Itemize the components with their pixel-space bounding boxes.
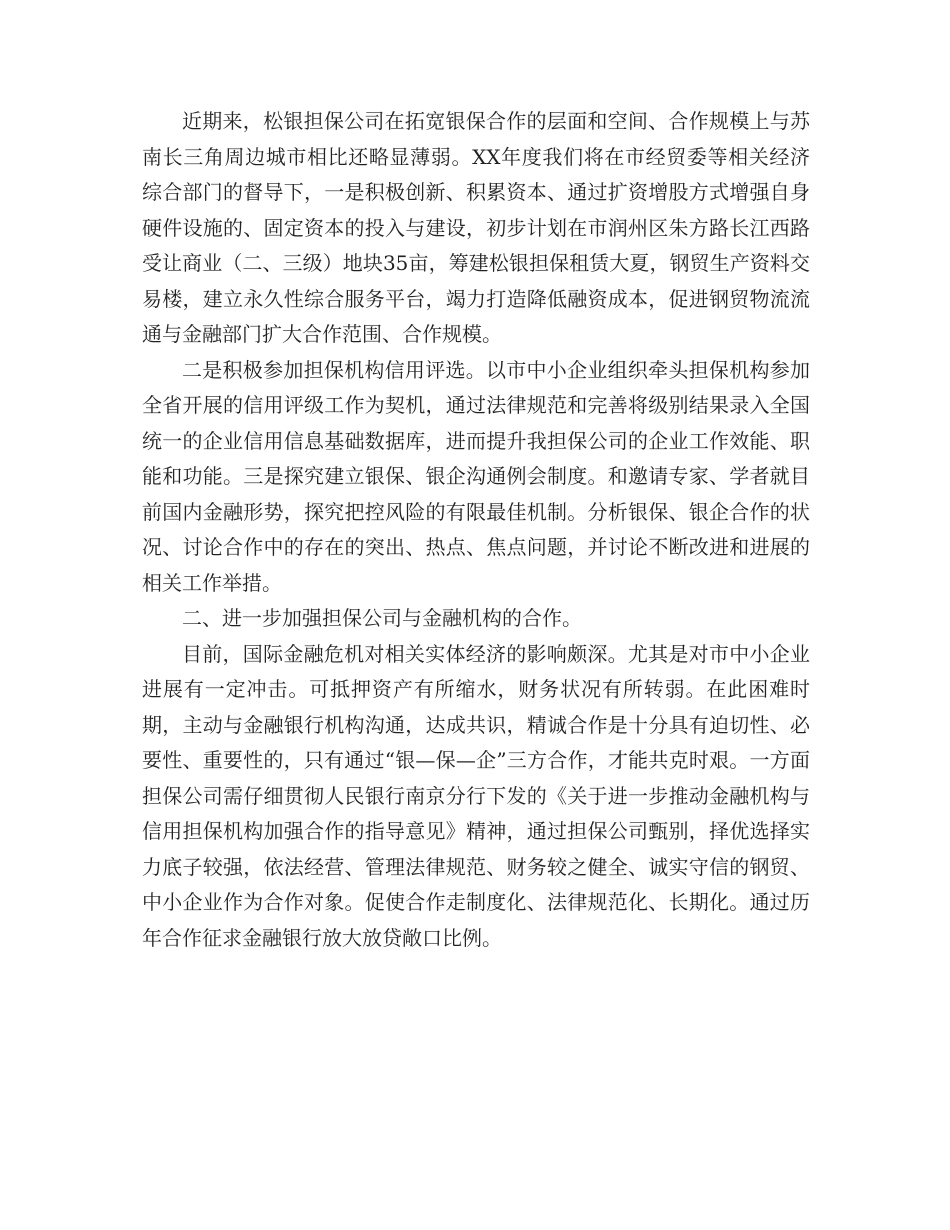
- document-body: [142, 104, 810, 956]
- section-heading: 二、进一步加强担保公司与金融机构的合作。: [182, 606, 582, 630]
- paragraph-2: 二是积极参加担保机构信用评选。以市中小企业组织牵头担保机构参加全省开展的信用评级工作为契机，通过法律规范和完善将级别结果录入全国统一的企业信用信息基础数据库，进而提升我担保公司的企业工作效能、职能和功能。三是探究建立银保、银企沟通例会制度。和邀请专家、学者就目前国内金融形势，探究把控风险的有限最佳机制。分析银保、银企合作的状况、讨论合作中的存在的突出、热点、焦点问题，并讨论不断改进和进展的相关工作举措。: [142, 357, 810, 595]
- paragraph-3: 目前，国际金融危机对相关实体经济的影响颇深。尤其是对市中小企业进展有一定冲击。可抵押资产有所缩水，财务状况有所转弱。在此困难时期，主动与金融银行机构沟通，达成共识，精诚合作是十分具有迫切性、必要性、重要性的，只有通过“银—保—企”三方合作，才能共克时艰。一方面担保公司需仔细贯彻人民银行南京分行下发的《关于进一步推动金融机构与信用担保机构加强合作的指导意见》精神，通过担保公司甄别，择优选择实力底子较强，依法经营、管理法律规范、财务较之健全、诚实守信的钢贸、中小企业作为合作对象。促使合作走制度化、法律规范化、长期化。通过历年合作征求金融银行放大放贷敞口比例。: [142, 641, 810, 950]
- paragraph-1: 近期来，松银担保公司在拓宽银保合作的层面和空间、合作规模上与苏南长三角周边城市相比还略显薄弱。XX年度我们将在市经贸委等相关经济综合部门的督导下，一是积极创新、积累资本、通过扩资增股方式增强自身硬件设施的、固定资本的投入与建设，初步计划在市润州区朱方路长江西路受让商业（二、三级）地块35亩，筹建松银担保租赁大夏，钢贸生产资料交易楼，建立永久性综合服务平台，竭力打造降低融资成本，促进钢贸物流流通与金融部门扩大合作范围、合作规模。: [142, 109, 810, 346]
